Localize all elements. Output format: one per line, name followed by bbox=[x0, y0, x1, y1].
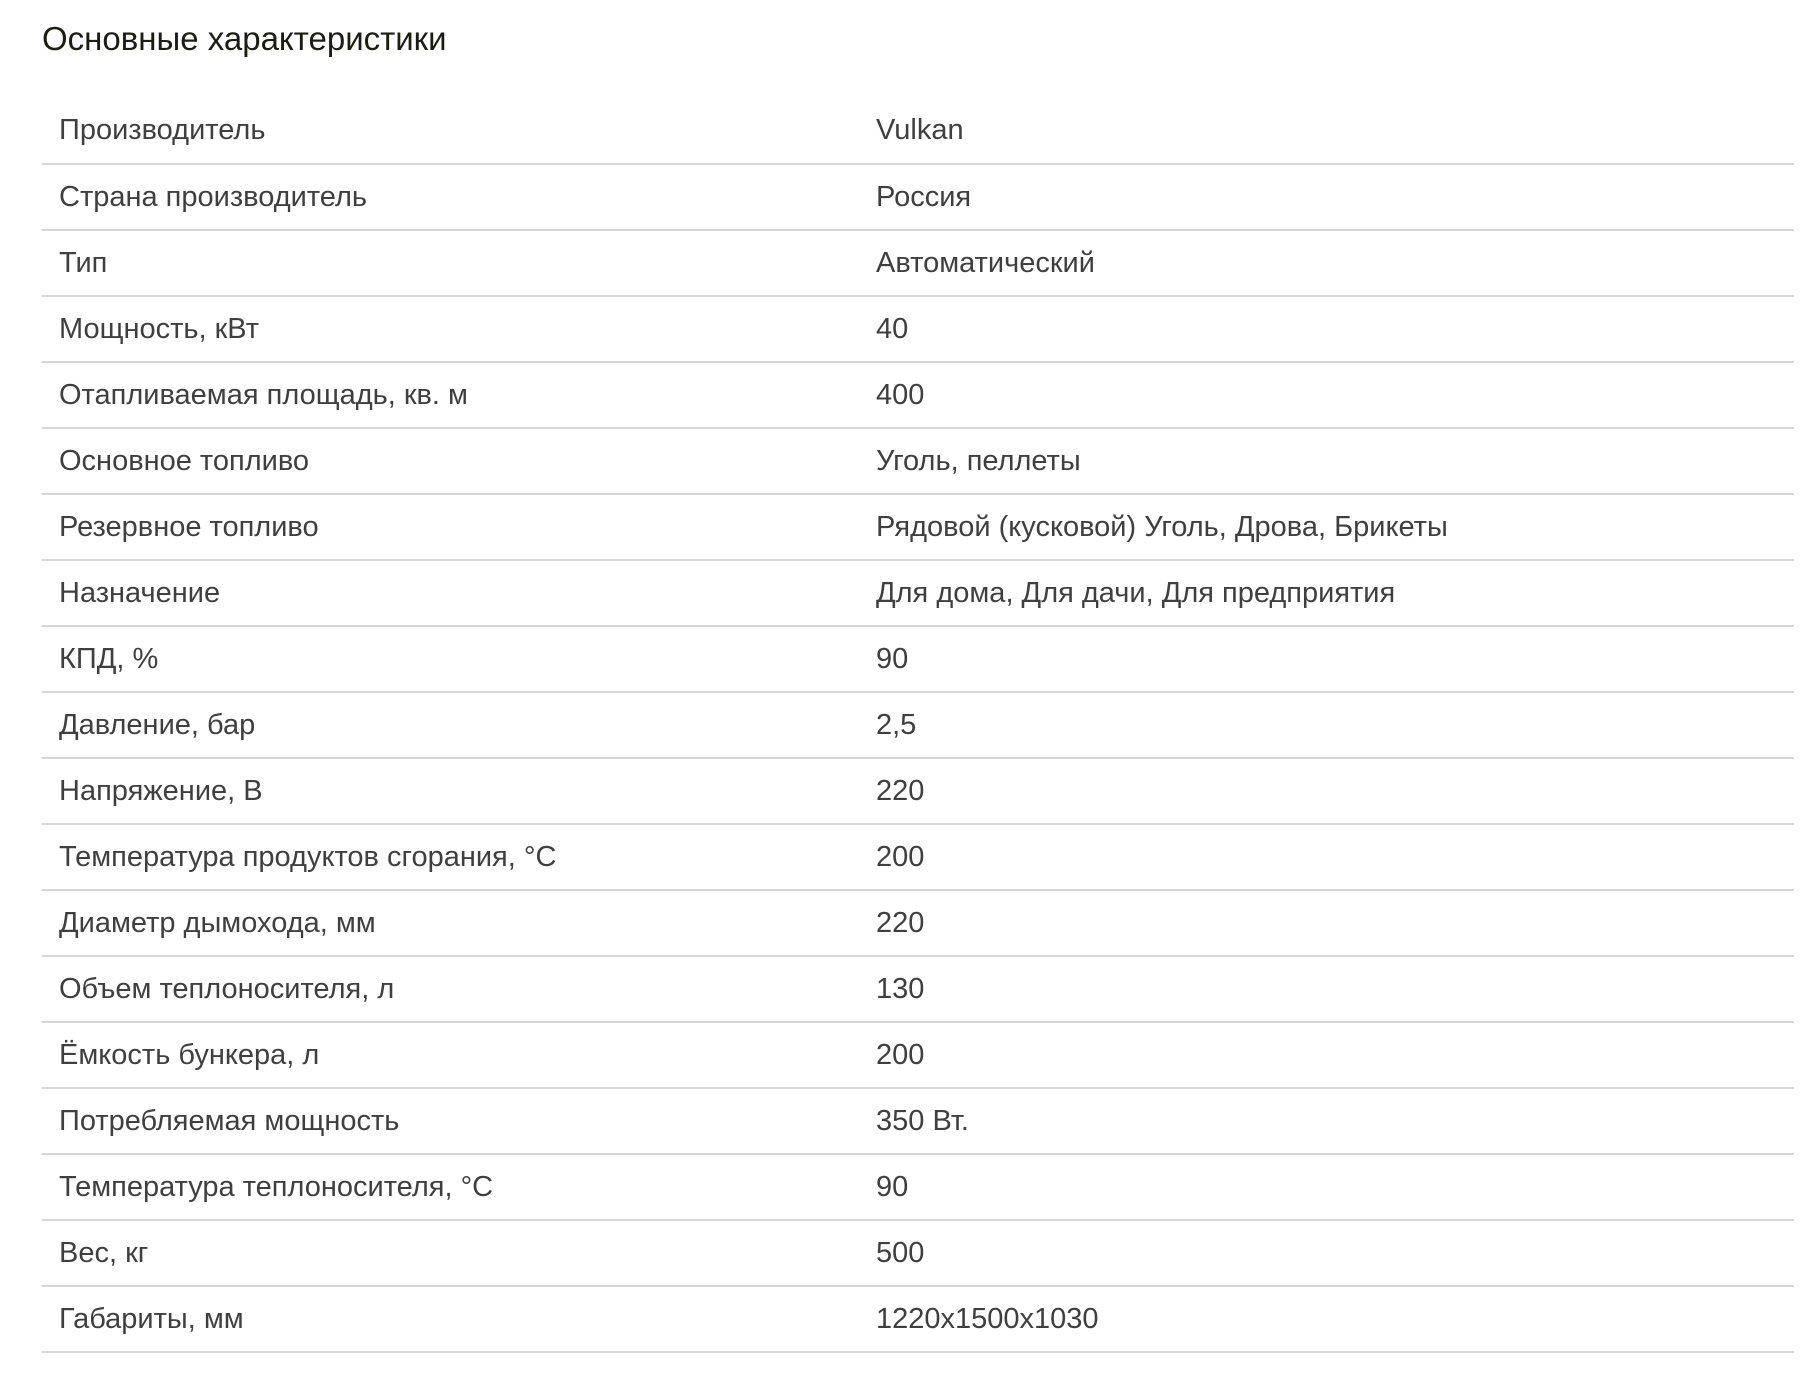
spec-label: Температура теплоносителя, °С bbox=[42, 1154, 859, 1220]
spec-label: Страна производитель bbox=[42, 164, 859, 230]
spec-row bbox=[42, 230, 1794, 296]
spec-row bbox=[42, 362, 1794, 428]
spec-row bbox=[42, 494, 1794, 560]
spec-row bbox=[42, 692, 1794, 758]
spec-row bbox=[42, 758, 1794, 824]
spec-value: 1220x1500x1030 bbox=[859, 1286, 1794, 1352]
spec-label: Объем теплоносителя, л bbox=[42, 956, 859, 1022]
spec-row bbox=[42, 1022, 1794, 1088]
specs-table-body bbox=[42, 98, 1794, 1352]
spec-row bbox=[42, 98, 1794, 164]
spec-value: 90 bbox=[859, 626, 1794, 692]
spec-label: Диаметр дымохода, мм bbox=[42, 890, 859, 956]
spec-row bbox=[42, 626, 1794, 692]
spec-row bbox=[42, 956, 1794, 1022]
spec-value: Россия bbox=[859, 164, 1794, 230]
section-title: Основные характеристики bbox=[42, 20, 447, 57]
spec-row bbox=[42, 1154, 1794, 1220]
spec-label: Назначение bbox=[42, 560, 859, 626]
spec-value: 2,5 bbox=[859, 692, 1794, 758]
spec-label: КПД, % bbox=[42, 626, 859, 692]
spec-row bbox=[42, 164, 1794, 230]
spec-label: Напряжение, В bbox=[42, 758, 859, 824]
spec-value: 400 bbox=[859, 362, 1794, 428]
spec-row bbox=[42, 560, 1794, 626]
spec-label: Отапливаемая площадь, кв. м bbox=[42, 362, 859, 428]
specs-table bbox=[42, 98, 1794, 1353]
spec-value: Автоматический bbox=[859, 230, 1794, 296]
spec-label: Ёмкость бункера, л bbox=[42, 1022, 859, 1088]
spec-row bbox=[42, 1220, 1794, 1286]
spec-value: Vulkan bbox=[859, 98, 1794, 164]
spec-value: 90 bbox=[859, 1154, 1794, 1220]
spec-value: 130 bbox=[859, 956, 1794, 1022]
spec-label: Давление, бар bbox=[42, 692, 859, 758]
spec-value: 200 bbox=[859, 1022, 1794, 1088]
specifications-section bbox=[42, 0, 1794, 1353]
spec-row bbox=[42, 428, 1794, 494]
spec-label: Вес, кг bbox=[42, 1220, 859, 1286]
spec-value: 500 bbox=[859, 1220, 1794, 1286]
spec-row bbox=[42, 296, 1794, 362]
spec-label: Потребляемая мощность bbox=[42, 1088, 859, 1154]
spec-row bbox=[42, 824, 1794, 890]
spec-value: 220 bbox=[859, 758, 1794, 824]
spec-label: Температура продуктов сгорания, °С bbox=[42, 824, 859, 890]
spec-label: Резервное топливо bbox=[42, 494, 859, 560]
spec-value: 350 Вт. bbox=[859, 1088, 1794, 1154]
spec-row bbox=[42, 1286, 1794, 1352]
spec-value: Рядовой (кусковой) Уголь, Дрова, Брикеты bbox=[859, 494, 1794, 560]
spec-value: Уголь, пеллеты bbox=[859, 428, 1794, 494]
spec-value: 220 bbox=[859, 890, 1794, 956]
spec-label: Основное топливо bbox=[42, 428, 859, 494]
spec-value: 200 bbox=[859, 824, 1794, 890]
spec-label: Производитель bbox=[42, 98, 859, 164]
spec-label: Мощность, кВт bbox=[42, 296, 859, 362]
spec-value: Для дома, Для дачи, Для предприятия bbox=[859, 560, 1794, 626]
spec-label: Тип bbox=[42, 230, 859, 296]
spec-row bbox=[42, 890, 1794, 956]
spec-value: 40 bbox=[859, 296, 1794, 362]
spec-row bbox=[42, 1088, 1794, 1154]
spec-label: Габариты, мм bbox=[42, 1286, 859, 1352]
